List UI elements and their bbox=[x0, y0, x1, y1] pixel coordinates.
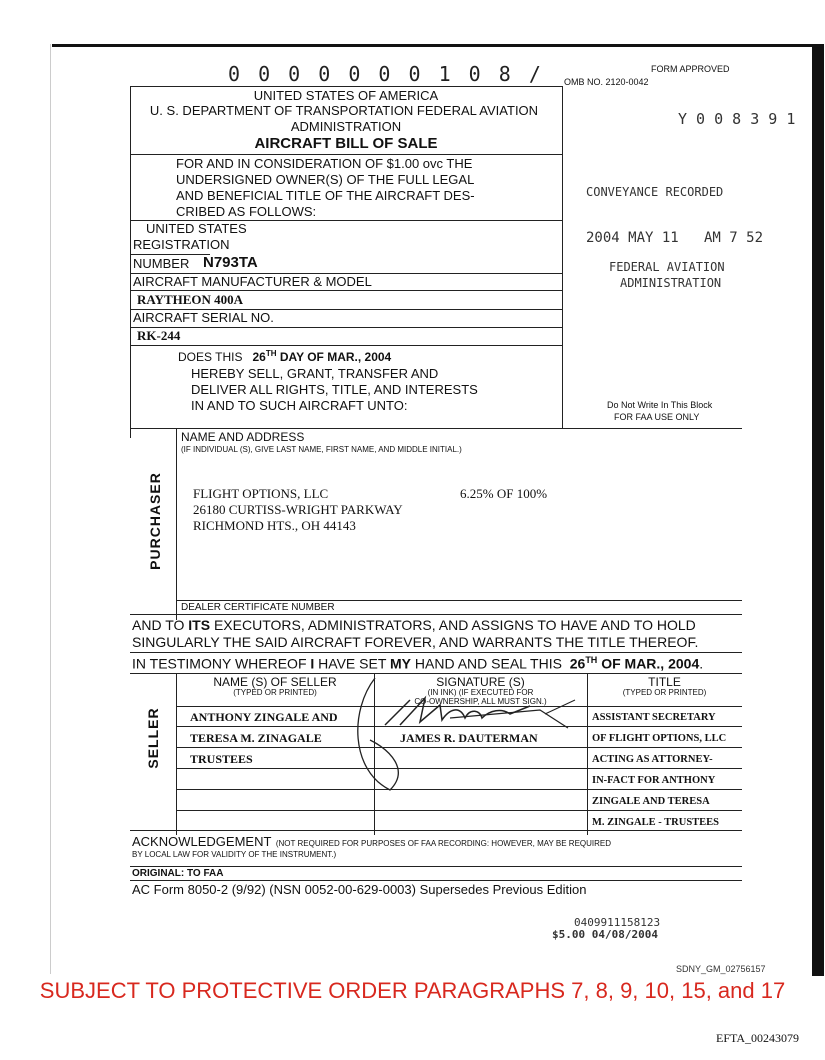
executors-divider bbox=[130, 652, 742, 653]
manufacturer-label-divider bbox=[130, 290, 562, 291]
form-approved: FORM APPROVED bbox=[651, 64, 730, 74]
agency-line-1: UNITED STATES OF AMERICA bbox=[253, 88, 439, 103]
registration-number: N793TA bbox=[203, 254, 258, 271]
ack-note-2: BY LOCAL LAW FOR VALIDITY OF THE INSTRUMENT.) bbox=[132, 850, 337, 859]
purchaser-share: 6.25% OF 100% bbox=[460, 486, 548, 501]
registration-label-3: NUMBER bbox=[133, 256, 190, 271]
purchaser-address-2: RICHMOND HTS., OH 44143 bbox=[193, 518, 356, 533]
fee-stamp-1: 0409911158123 bbox=[574, 916, 661, 929]
registration-label-2: REGISTRATION bbox=[133, 237, 230, 252]
does-this-line bbox=[178, 349, 391, 364]
form-title: AIRCRAFT BILL OF SALE bbox=[254, 135, 438, 152]
testimony-mid: HAVE SET bbox=[318, 655, 387, 672]
seller-title-3: ACTING AS ATTORNEY- bbox=[592, 754, 713, 765]
frame-top bbox=[130, 86, 562, 87]
purchaser-bottom bbox=[130, 614, 742, 615]
executors-prefix: AND TO bbox=[132, 617, 185, 633]
ack-label: ACKNOWLEDGEMENT bbox=[132, 834, 272, 849]
seller-title-6: M. ZINGALE - TRUSTEES bbox=[592, 817, 720, 828]
faa-stamp-line-2: ADMINISTRATION bbox=[620, 276, 722, 290]
consideration-line-4: CRIBED AS FOLLOWS: bbox=[176, 204, 317, 219]
purchaser-side-label: PURCHASER bbox=[147, 472, 163, 570]
sell-line-1: HEREBY SELL, GRANT, TRANSFER AND bbox=[191, 366, 439, 381]
seller-title-1: ASSISTANT SECRETARY bbox=[592, 712, 716, 723]
executors-line-2: SINGULARLY THE SAID AIRCRAFT FOREVER, AND WARRANTS THE TITLE THEREOF. bbox=[132, 634, 699, 650]
fee-stamp-2: $5.00 04/08/2004 bbox=[552, 928, 658, 941]
protective-order-notice: SUBJECT TO PROTECTIVE ORDER PARAGRAPHS 7, 8, 9, 10, 15, and 17 bbox=[39, 978, 786, 1003]
dealer-divider bbox=[176, 600, 742, 601]
seller-side-label: SELLER bbox=[145, 707, 161, 769]
consideration-line-3: AND BENEFICIAL TITLE OF THE AIRCRAFT DES- bbox=[176, 188, 475, 203]
omb-number: OMB NO. 2120-0042 bbox=[564, 77, 649, 87]
ack-note: (NOT REQUIRED FOR PURPOSES OF FAA RECORDING: HOWEVER, MAY BE REQUIRED bbox=[275, 839, 612, 848]
faa-record-number: Y 0 0 8 3 9 1 bbox=[678, 110, 796, 128]
testimony-my: MY bbox=[390, 655, 412, 672]
testimony-rest: HAND AND SEAL THIS bbox=[414, 655, 562, 672]
col1-head: NAME (S) OF SELLER bbox=[213, 675, 337, 689]
efta-number: EFTA_00243079 bbox=[716, 1031, 800, 1045]
testimony-i: I bbox=[310, 655, 315, 672]
serial-label-divider bbox=[130, 327, 562, 328]
testimony-prefix: IN TESTIMONY WHEREOF bbox=[132, 655, 307, 672]
seller-title-5: ZINGALE AND TERESA bbox=[592, 796, 710, 807]
original-top bbox=[130, 866, 742, 867]
testimony-sup: TH bbox=[585, 655, 598, 665]
consideration-line-2: UNDERSIGNED OWNER(S) OF THE FULL LEGAL bbox=[176, 172, 475, 187]
bates-number: SDNY_GM_02756157 bbox=[676, 964, 766, 974]
manufacturer-value: RAYTHEON 400A bbox=[137, 292, 244, 307]
purchaser-address-1: 26180 CURTISS-WRIGHT PARKWAY bbox=[193, 502, 403, 517]
does-this-rest: DAY OF MAR., 2004 bbox=[279, 350, 392, 364]
serial-label: AIRCRAFT SERIAL NO. bbox=[133, 310, 274, 325]
executors-rest: EXECUTORS, ADMINISTRATORS, AND ASSIGNS TO HAVE AND TO HOLD bbox=[213, 617, 696, 633]
col3-sub: (TYPED OR PRINTED) bbox=[622, 688, 707, 697]
conveyance-recorded: CONVEYANCE RECORDED bbox=[586, 185, 724, 199]
dealer-certificate-label: DEALER CERTIFICATE NUMBER bbox=[181, 602, 335, 613]
col2-head: SIGNATURE (S) bbox=[436, 675, 525, 689]
purchaser-top bbox=[130, 428, 742, 429]
manufacturer-label: AIRCRAFT MANUFACTURER & MODEL bbox=[133, 274, 372, 289]
seller-name-1: ANTHONY ZINGALE AND bbox=[190, 710, 338, 724]
col2-sub-1: (IN INK) (IF EXECUTED FOR bbox=[427, 688, 534, 697]
name-address-note: (IF INDIVIDUAL (S), GIVE LAST NAME, FIRST NAME, AND MIDDLE INITIAL.) bbox=[181, 445, 462, 454]
faa-use-only: FOR FAA USE ONLY bbox=[614, 412, 700, 422]
scan-edge-right bbox=[812, 44, 824, 976]
registration-underline bbox=[130, 254, 210, 255]
signer-name: JAMES R. DAUTERMAN bbox=[400, 731, 538, 745]
purchaser-left bbox=[176, 428, 177, 620]
name-address-label: NAME AND ADDRESS bbox=[181, 430, 305, 444]
recorded-datetime: 2004 MAY 11 AM 7 52 bbox=[586, 230, 764, 246]
document-number: 0 0 0 0 0 0 0 1 0 8 / bbox=[228, 62, 544, 86]
handwritten-signature bbox=[330, 670, 620, 800]
testimony-date: 26 bbox=[569, 655, 586, 672]
seller-name-3: TRUSTEES bbox=[190, 752, 253, 766]
executors-line-1 bbox=[132, 617, 696, 633]
seller-row-6 bbox=[176, 810, 742, 811]
original-bottom bbox=[130, 880, 742, 881]
testimony-period: . bbox=[699, 655, 704, 672]
does-this-prefix: DOES THIS bbox=[178, 350, 243, 364]
col3-head: TITLE bbox=[648, 675, 681, 689]
scan-edge-left bbox=[50, 44, 51, 974]
registration-label-1: UNITED STATES bbox=[146, 221, 247, 236]
seller-title-2: OF FLIGHT OPTIONS, LLC bbox=[592, 733, 727, 744]
do-not-write: Do Not Write In This Block bbox=[607, 400, 713, 410]
serial-divider bbox=[130, 345, 562, 346]
sell-line-3: IN AND TO SUCH AIRCRAFT UNTO: bbox=[191, 398, 408, 413]
seller-title-4: IN-FACT FOR ANTHONY bbox=[592, 775, 716, 786]
faa-stamp-line-1: FEDERAL AVIATION bbox=[609, 260, 725, 274]
serial-value: RK-244 bbox=[137, 328, 181, 343]
sell-line-2: DELIVER ALL RIGHTS, TITLE, AND INTERESTS bbox=[191, 382, 478, 397]
purchaser-name: FLIGHT OPTIONS, LLC bbox=[193, 486, 329, 501]
form-footer: AC Form 8050-2 (9/92) (NSN 0052-00-629-0003) Supersedes Previous Edition bbox=[132, 882, 587, 897]
title-divider bbox=[130, 154, 562, 155]
does-this-sup: TH bbox=[265, 349, 277, 358]
seller-bottom bbox=[130, 830, 742, 831]
original-to-faa: ORIGINAL: TO FAA bbox=[132, 868, 224, 879]
consideration-line-1: FOR AND IN CONSIDERATION OF $1.00 ovc THE bbox=[176, 156, 473, 171]
testimony-tail: OF MAR., 2004 bbox=[601, 655, 700, 672]
executors-its: ITS bbox=[188, 617, 211, 633]
seller-name-2: TERESA M. ZINAGALE bbox=[190, 731, 322, 745]
ack-line bbox=[132, 833, 611, 851]
agency-line-2: U. S. DEPARTMENT OF TRANSPORTATION FEDERAL AVIATION bbox=[149, 103, 539, 118]
agency-line-3: ADMINISTRATION bbox=[290, 119, 402, 134]
col1-sub: (TYPED OR PRINTED) bbox=[233, 688, 317, 697]
col2-sub-2: CO-OWNERSHIP, ALL MUST SIGN.) bbox=[414, 697, 547, 706]
does-this-date: 26 bbox=[252, 350, 266, 364]
scan-edge-top bbox=[52, 44, 824, 47]
frame-mid-right bbox=[562, 86, 563, 428]
